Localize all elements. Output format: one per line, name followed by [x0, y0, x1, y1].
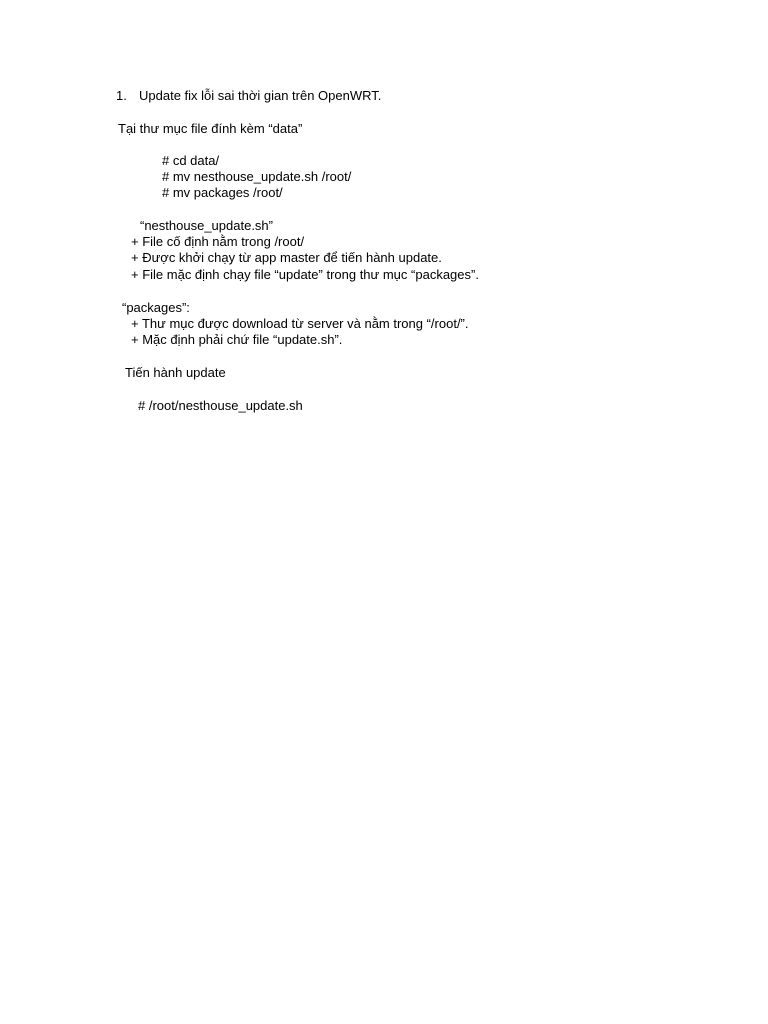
- script-section-title: “nesthouse_update.sh”: [140, 218, 273, 233]
- packages-section-title: “packages”:: [122, 300, 190, 315]
- packages-section-item: + Mặc định phải chứ file “update.sh”.: [131, 332, 343, 347]
- script-section-item: + File cố định nằm trong /root/: [131, 234, 305, 249]
- script-section-item: + Được khởi chạy từ app master để tiến hành update.: [131, 250, 442, 265]
- script-section-item: + File mặc định chạy file “update” trong thư mục “packages”.: [131, 267, 479, 282]
- heading-number: 1.: [116, 88, 127, 103]
- run-command: # /root/nesthouse_update.sh: [138, 398, 303, 413]
- command-line: # mv nesthouse_update.sh /root/: [162, 169, 352, 184]
- command-line: # cd data/: [162, 153, 220, 168]
- command-line: # mv packages /root/: [162, 185, 283, 200]
- run-section-title: Tiến hành update: [125, 365, 226, 380]
- heading-text: Update fix lỗi sai thời gian trên OpenWRT.: [139, 88, 382, 103]
- packages-section-item: + Thư mục được download từ server và nằm trong “/root/”.: [131, 316, 469, 331]
- intro-text: Tại thư mục file đính kèm “data”: [118, 121, 303, 136]
